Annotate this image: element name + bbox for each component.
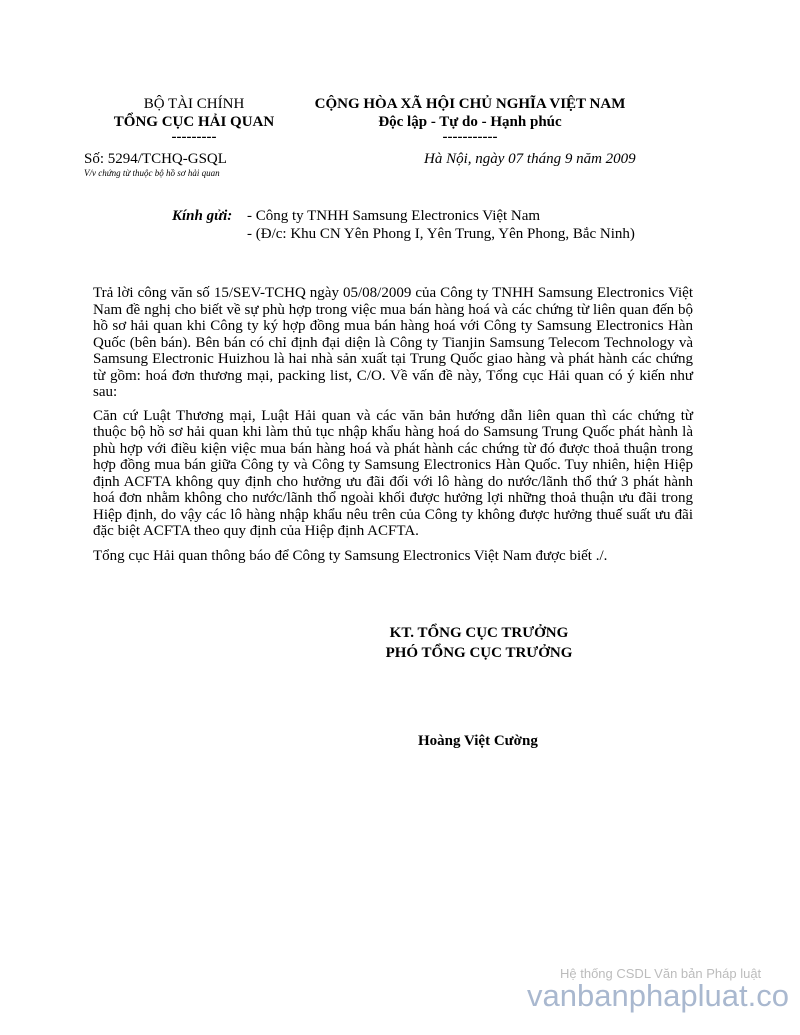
national-motto: Độc lập - Tự do - Hạnh phúc (378, 114, 562, 130)
body-paragraph-1: Trả lời công văn số 15/SEV-TCHQ ngày 05/08/2009 của Công ty TNHH Samsung Electronics Việt Nam đề nghị cho biết về sự phù hợp trong việc mua bán hàng hoá và các chứng từ liên quan đến bộ hồ sơ hải quan khi Công ty ký hợp đồng mua bán hàng hoá với Công ty Samsung Electronics Hàn Quốc (bên bán). Bên bán có chỉ định đại diện là Công ty Tianjin Samsung Telecom Technology và Samsung Electronic Huizhou là hai nhà sản xuất tại Trung Quốc giao hàng và phát hành các chứng từ gồm: hoá đơn thương mại, packing list, C/O. Về vấn đề này, Tổng cục Hải quan có ý kiến như sau: (93, 285, 693, 400)
signature-block (363, 623, 595, 663)
nation-title: CỘNG HÒA XÃ HỘI CHỦ NGHĨA VIỆT NAM (314, 96, 626, 112)
watermark-site: vanbanphapluat.co (527, 978, 790, 1013)
place-date: Hà Nội, ngày 07 tháng 9 năm 2009 (424, 151, 636, 167)
document-body (93, 285, 693, 564)
department-name: TỔNG CỤC HẢI QUAN (113, 114, 275, 130)
recipient-line-2: - (Đ/c: Khu CN Yên Phong I, Yên Trung, Yên Phong, Bắc Ninh) (247, 226, 635, 242)
header-right (290, 95, 650, 143)
header-left (84, 95, 304, 143)
recipient-block (247, 207, 637, 243)
signature-title-2: PHÓ TỔNG CỤC TRƯỞNG (385, 645, 573, 661)
recipient-label: Kính gửi: (172, 208, 233, 224)
signer-name: Hoàng Việt Cường (418, 733, 538, 749)
document-subject: V/v chứng từ thuộc bộ hồ sơ hải quan (84, 168, 220, 178)
body-paragraph-3: Tổng cục Hải quan thông báo để Công ty Samsung Electronics Việt Nam được biết ./. (93, 547, 608, 564)
ministry-name: BỘ TÀI CHÍNH (143, 96, 245, 112)
header-right-separator: ----------- (442, 129, 498, 145)
watermark-caption: Hệ thống CSDL Văn bản Pháp luật (560, 966, 762, 981)
recipient-line-1: - Công ty TNHH Samsung Electronics Việt Nam (247, 208, 541, 224)
signature-title-1: KT. TỔNG CỤC TRƯỞNG (389, 625, 569, 641)
document-number: Số: 5294/TCHQ-GSQL (84, 151, 227, 167)
header-left-separator: --------- (171, 129, 217, 145)
body-paragraph-2: Căn cứ Luật Thương mại, Luật Hải quan và các văn bản hướng dẫn liên quan thì các chứng từ thuộc bộ hồ sơ hải quan khi làm thủ tục nhập khẩu hàng hoá do Samsung Trung Quốc phát hành là phù hợp với điều kiện việc mua bán hàng hoá và phát hành các chứng từ đó được thoả thuận trong hợp đồng mua bán giữa Công ty và Công ty Samsung Electronics Hàn Quốc. Tuy nhiên, hiện Hiệp định ACFTA không quy định cho hưởng ưu đãi đối với lô hàng do nước/lãnh thổ thứ 3 phát hành hoá đơn nhằm không cho nước/lãnh thổ ngoài khối được hưởng lợi những thoả thuận ưu đãi trong Hiệp định, do vậy các lô hàng nhập khẩu nêu trên của Công ty không được hưởng thuế suất ưu đãi đặc biệt ACFTA theo quy định của Hiệp định ACFTA. (93, 407, 693, 539)
